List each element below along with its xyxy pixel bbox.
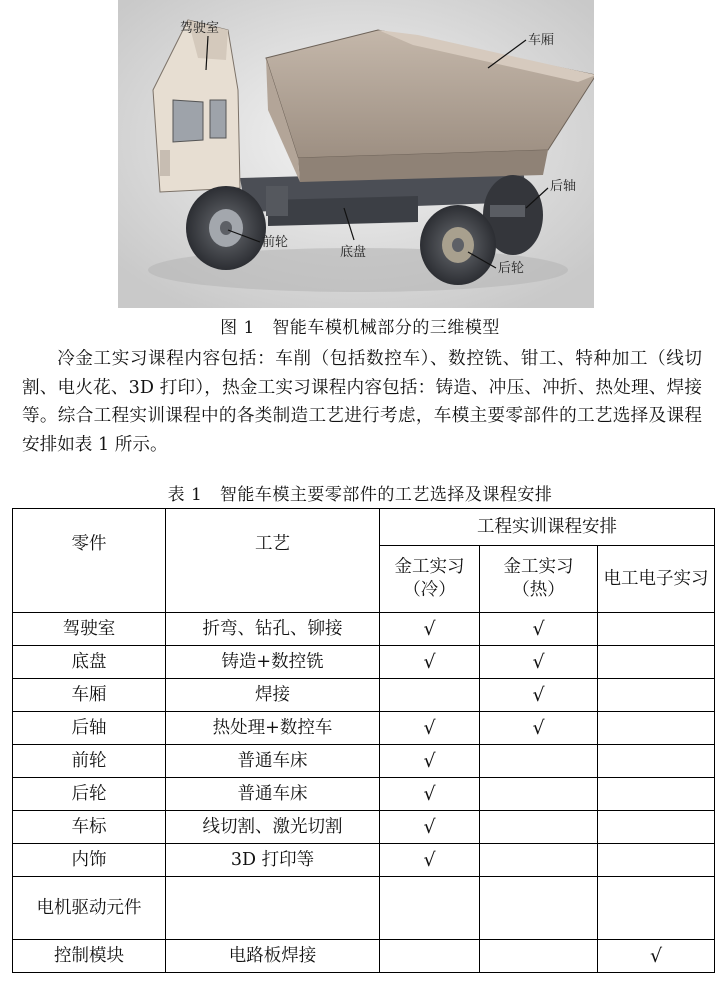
table-row — [13, 613, 715, 646]
cell-cold: √ — [380, 613, 480, 646]
body-paragraph — [22, 345, 702, 459]
header-elec: 电工电子实习 — [598, 546, 715, 613]
cell-cold: √ — [380, 745, 480, 778]
header-process: 工艺 — [166, 509, 380, 613]
cell-part: 车标 — [13, 811, 166, 844]
cell-part: 控制模块 — [13, 940, 166, 973]
table-row — [13, 877, 715, 940]
table-row — [13, 940, 715, 973]
cell-cold — [380, 940, 480, 973]
cell-hot — [480, 844, 598, 877]
paragraph-text: 冷金工实习课程内容包括：车削（包括数控车）、数控铣、钳工、特种加工（线切割、电火花、3D 打印），热金工实习课程内容包括：铸造、冲压、冲折、热处理、焊接等。综合工程实训课程中的各类制造工艺进行考虑，车模主要零部件的工艺选择及课程安排如表 1 所示。 — [22, 349, 702, 455]
cell-part: 车厢 — [13, 679, 166, 712]
table-caption: 表 1 智能车模主要零部件的工艺选择及课程安排 — [167, 485, 553, 505]
cell-elec: √ — [598, 940, 715, 973]
cell-hot: √ — [480, 679, 598, 712]
cell-hot: √ — [480, 712, 598, 745]
cell-part: 底盘 — [13, 646, 166, 679]
label-cab: 驾驶室 — [180, 21, 220, 36]
table-row — [13, 679, 715, 712]
cell-process: 普通车床 — [166, 745, 380, 778]
cell-elec — [598, 778, 715, 811]
cell-part: 后轴 — [13, 712, 166, 745]
cell-process: 3D 打印等 — [166, 844, 380, 877]
cell-process: 焊接 — [166, 679, 380, 712]
label-chassis: 底盘 — [340, 245, 367, 260]
label-box: 车厢 — [528, 33, 555, 48]
process-table — [12, 508, 715, 973]
cell-elec — [598, 877, 715, 940]
cell-cold — [380, 679, 480, 712]
cell-process: 电路板焊接 — [166, 940, 380, 973]
cell-process — [166, 877, 380, 940]
cell-cold: √ — [380, 778, 480, 811]
cell-elec — [598, 679, 715, 712]
header-cold: 金工实习（冷） — [380, 546, 480, 613]
header-hot: 金工实习（热） — [480, 546, 598, 613]
cell-cold: √ — [380, 646, 480, 679]
cell-hot — [480, 811, 598, 844]
cell-hot: √ — [480, 613, 598, 646]
table-row — [13, 844, 715, 877]
cell-hot — [480, 877, 598, 940]
cell-cold: √ — [380, 712, 480, 745]
label-front-wheel: 前轮 — [262, 235, 289, 250]
cell-elec — [598, 745, 715, 778]
cell-cold — [380, 877, 480, 940]
figure-caption: 图 1 智能车模机械部分的三维模型 — [220, 318, 500, 338]
cell-part: 驾驶室 — [13, 613, 166, 646]
table-row — [13, 712, 715, 745]
table-row — [13, 745, 715, 778]
cell-part: 电机驱动元件 — [13, 877, 166, 940]
cell-hot: √ — [480, 646, 598, 679]
cell-hot — [480, 778, 598, 811]
cell-elec — [598, 613, 715, 646]
cell-hot — [480, 940, 598, 973]
cell-elec — [598, 646, 715, 679]
label-rear-wheel: 后轮 — [498, 261, 525, 276]
cell-part: 内饰 — [13, 844, 166, 877]
cell-process: 普通车床 — [166, 778, 380, 811]
cell-process: 热处理+数控车 — [166, 712, 380, 745]
table-row — [13, 778, 715, 811]
header-row-1 — [13, 509, 715, 546]
cell-process: 折弯、钻孔、铆接 — [166, 613, 380, 646]
front-wheels — [186, 186, 266, 270]
cell-elec — [598, 712, 715, 745]
cell-cold: √ — [380, 844, 480, 877]
cell-process: 线切割、激光切割 — [166, 811, 380, 844]
cell-part: 后轮 — [13, 778, 166, 811]
cell-hot — [480, 745, 598, 778]
cell-cold: √ — [380, 811, 480, 844]
cell-process: 铸造+数控铣 — [166, 646, 380, 679]
table-row — [13, 646, 715, 679]
cell-elec — [598, 811, 715, 844]
cell-part: 前轮 — [13, 745, 166, 778]
truck-3d-model-figure — [118, 0, 594, 308]
label-rear-axle: 后轴 — [550, 179, 577, 194]
header-course-group: 工程实训课程安排 — [380, 509, 715, 546]
table-row — [13, 811, 715, 844]
header-part: 零件 — [13, 509, 166, 613]
cell-elec — [598, 844, 715, 877]
